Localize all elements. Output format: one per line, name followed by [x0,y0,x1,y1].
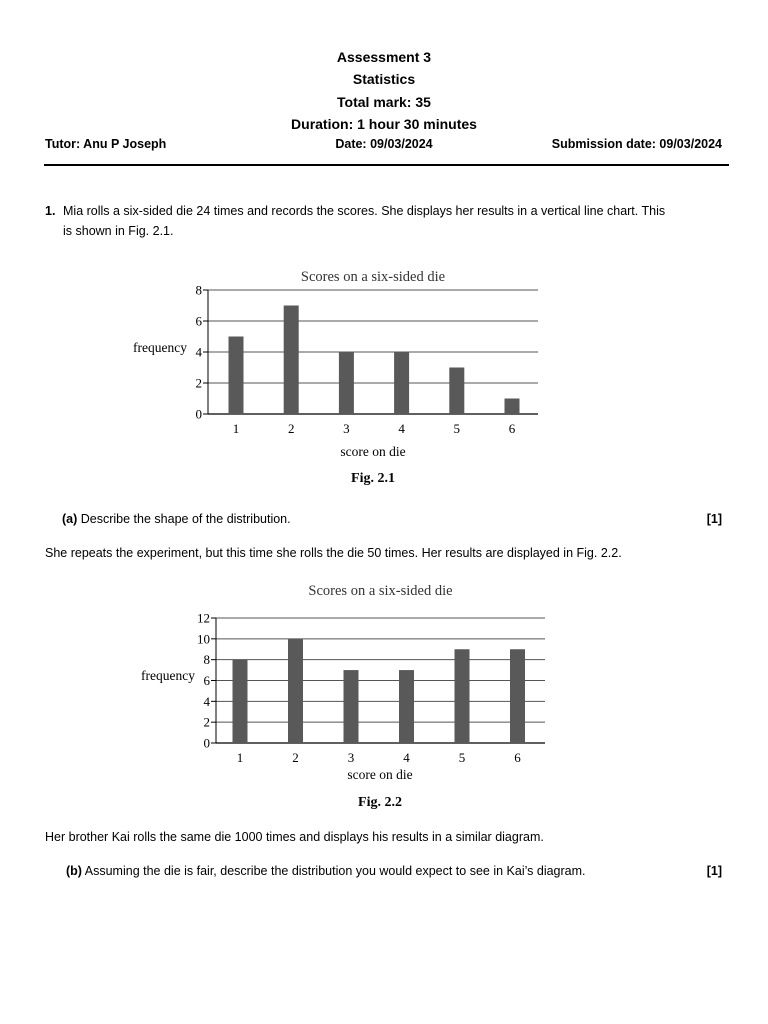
total-mark: Total mark: 35 [337,94,431,110]
part-b-text: Assuming the die is fair, describe the distribution you would expect to see in Kai’s diagram. [84,864,586,878]
figure-caption: Fig. 2.2 [358,795,402,810]
x-tick-label: 3 [343,421,350,436]
bar-6 [510,649,525,743]
question-intro [63,201,733,241]
y-tick-label: 8 [203,652,210,668]
figure-2-2 [0,573,768,813]
x-tick-label: 4 [398,421,405,436]
y-tick-label: 2 [203,714,210,730]
part-a-text: Describe the shape of the distribution. [80,512,291,526]
x-tick-label: 1 [232,421,240,436]
tutor-name: Tutor: Anu P Joseph [45,137,167,151]
y-tick-label: 10 [197,631,210,647]
y-axis-label: frequency [141,668,195,683]
subject-title: Statistics [352,71,416,87]
bar-2 [288,639,303,743]
bar-5 [455,649,470,743]
y-tick-label: 8 [195,282,202,298]
bar-5 [449,368,464,415]
assessment-date: Date: 09/03/2024 [335,137,433,151]
x-tick-label: 5 [458,750,466,765]
repeat-experiment-text: She repeats the experiment, but this time she rolls the die 50 times. Her results are displayed in Fig. 2.2. [45,546,622,560]
x-tick-label: 2 [292,750,299,765]
x-tick-label: 6 [514,750,521,765]
part-a-label: (a) [62,512,78,526]
chart-title: Scores on a six-sided die [300,269,446,285]
y-tick-label: 0 [203,735,210,751]
part-a [62,509,291,529]
figure-caption: Fig. 2.1 [351,471,395,486]
question-number: 1. [45,204,56,218]
figure-2-1 [0,258,768,488]
y-axis-label: frequency [133,340,187,355]
y-tick-label: 0 [195,406,202,422]
part-a-marks: [1] [706,512,722,526]
duration: Duration: 1 hour 30 minutes [291,116,477,132]
part-b-marks: [1] [706,864,722,878]
assessment-title: Assessment 3 [336,49,432,65]
bar-1 [233,660,248,743]
bar-6 [505,399,520,415]
kai-text: Her brother Kai rolls the same die 1000 times and displays his results in a similar diagram. [45,830,544,844]
x-tick-label: 3 [347,750,355,765]
header-divider [44,164,729,166]
bar-1 [229,337,244,415]
x-tick-label: 5 [453,421,461,436]
y-tick-label: 6 [203,673,210,688]
x-tick-label: 6 [508,421,516,436]
submission-date: Submission date: 09/03/2024 [551,137,722,151]
y-tick-label: 2 [195,375,202,391]
bar-3 [344,670,359,743]
x-tick-label: 2 [287,421,295,436]
chart-title: Scores on a six-sided die [308,583,453,599]
y-tick-label: 4 [203,693,210,709]
x-tick-label: 4 [403,750,410,765]
question-intro-line-1: Mia rolls a six-sided die 24 times and records the scores. She displays her results in a vertical line chart. This [63,204,666,218]
y-tick-label: 4 [195,344,202,360]
bar-4 [394,352,409,414]
bar-4 [399,670,414,743]
y-tick-label: 12 [197,610,210,626]
x-tick-label: 1 [236,750,244,765]
bar-2 [284,306,299,415]
part-b [66,861,586,881]
part-b-label: (b) [66,864,82,878]
y-tick-label: 6 [195,313,202,329]
x-axis-label: score on die [347,767,413,782]
x-axis-label: score on die [340,444,406,459]
question-intro-line-2: is shown in Fig. 2.1. [63,224,174,238]
bar-3 [339,352,354,414]
